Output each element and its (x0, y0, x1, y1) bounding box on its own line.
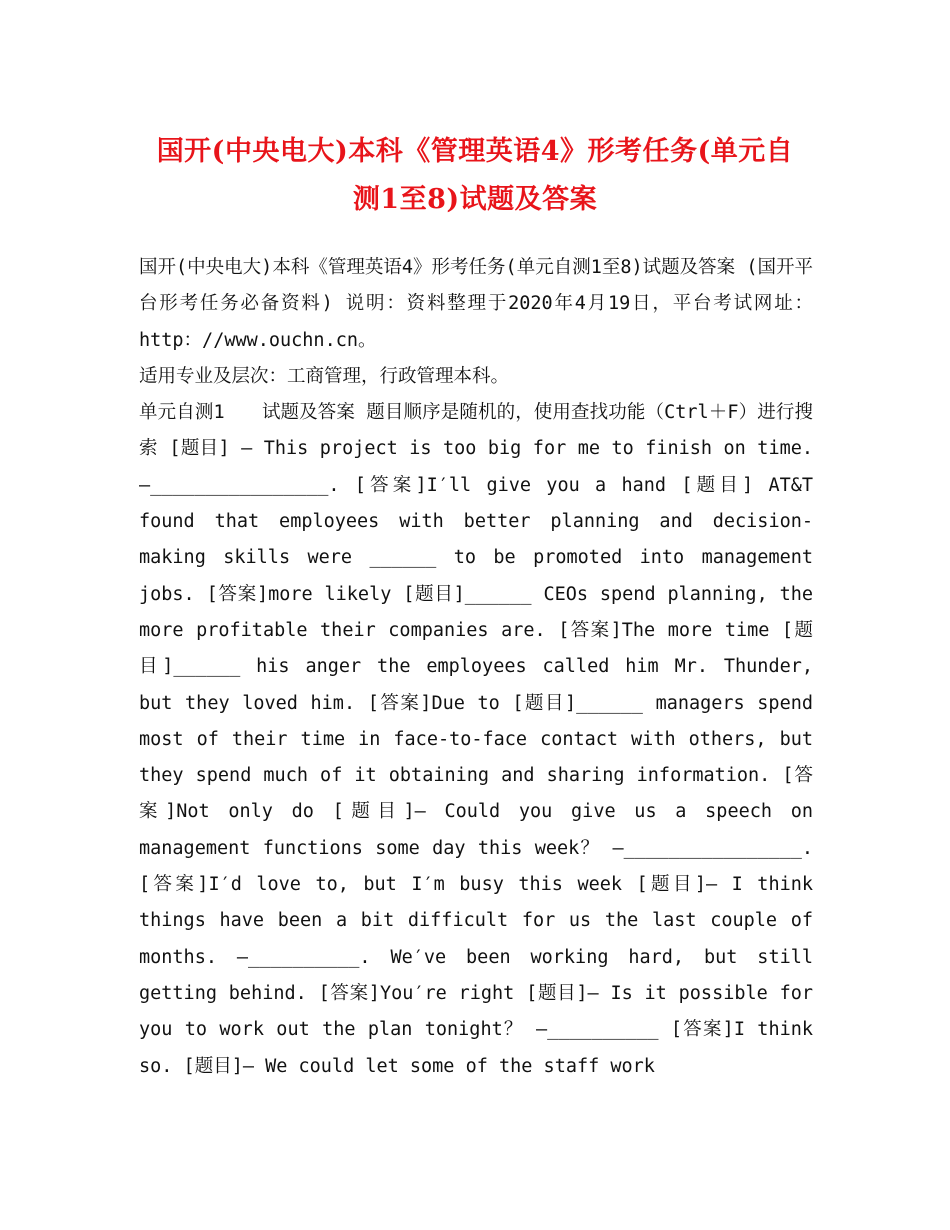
intro-paragraph: 国开(中央电大)本科《管理英语4》形考任务(单元自测1至8)试题及答案 (国开平台形考任务必备资料) 说明：资料整理于2020年4月19日，平台考试网址：http：//www.ouchn.cn。 (139, 257, 813, 351)
scope-paragraph: 适用专业及层次：工商管理，行政管理本科。 (139, 365, 510, 387)
title-line-1: 国开(中央电大)本科《管理英语4》形考任务(单元自 (156, 136, 794, 167)
questions-paragraph: 单元自测1 试题及答案 题目顺序是随机的，使用查找功能（Ctrl＋F）进行搜索 [题目] — This project is too big for me to finish on time. —________________. [答案]I′ll give you a hand [题目] AT&T found that employees with better planning and decision-making skills were ______ to be promoted into management jobs. [答案]more likely [题目]______ CEOs spend planning, the more profitable their companies are. [答案]The more time [题目]______ his anger the employees called him Mr. Thunder, but they loved him. [答案]Due to [题目]______ managers spend most of their time in face-to-face contact with others, but they spend much of it obtaining and sharing information. [答案]Not only do [题目]— Could you give us a speech on management functions some day this week？ —________________. [答案]I′d love to, but I′m busy this week [题目]— I think things have been a bit difficult for us the last couple of months. —__________. We′ve been working hard, but still getting behind. [答案]You′re right [题目]— Is it possible for you to work out the plan tonight？ —__________ [答案]I think so. [题目]— We could let some of the staff work (139, 402, 813, 1077)
document-title (120, 128, 830, 224)
document-body (139, 250, 813, 1085)
title-line-2: 测1至8)试题及答案 (352, 184, 598, 215)
